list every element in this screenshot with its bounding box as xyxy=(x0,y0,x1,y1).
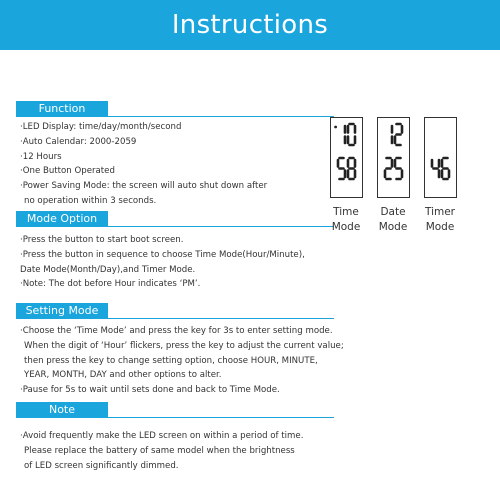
section-label-setting-mode: Setting Mode xyxy=(16,303,108,319)
setting-mode-text xyxy=(20,324,344,398)
caption-line: Mode xyxy=(378,221,408,233)
date-mode-display xyxy=(377,117,410,198)
led-digits-top xyxy=(381,122,406,147)
note-line: ·Avoid frequently make the LED screen on within a period of time. xyxy=(20,431,304,441)
section-rule-function xyxy=(16,116,334,117)
led-digits-top xyxy=(428,122,453,147)
note-line: Please replace the battery of same model when the brightness xyxy=(24,445,295,456)
time-mode-display xyxy=(330,117,363,198)
setting-mode-line: then press the key to change setting option, choose HOUR, MINUTE, xyxy=(24,355,318,366)
mode-option-line: ·Press the button to start boot screen. xyxy=(20,235,184,245)
mode-option-line: ·Press the button in sequence to choose Time Mode(Hour/Minute), xyxy=(20,249,305,260)
setting-mode-line: YEAR, MONTH, DAY and other options to alter. xyxy=(24,370,222,381)
title-banner xyxy=(0,0,500,50)
note-line: of LED screen significantly dimmed. xyxy=(24,460,179,471)
section-rule-note xyxy=(16,417,334,418)
setting-mode-line: ·Pause for 5s to wait until sets done and back to Time Mode. xyxy=(20,385,280,396)
timer-mode-caption xyxy=(416,205,464,235)
mode-option-line: ·Note: The dot before Hour indicates ‘PM’. xyxy=(20,279,201,290)
function-line: ·One Button Operated xyxy=(20,166,115,177)
function-line: ·Power Saving Mode: the screen will auto shut down after xyxy=(20,181,268,192)
section-label-mode-option: Mode Option xyxy=(16,211,108,227)
caption-line: Date xyxy=(380,206,406,218)
caption-line: Time xyxy=(333,206,359,218)
caption-line: Mode xyxy=(331,221,361,233)
caption-line: Timer xyxy=(424,206,455,218)
note-text xyxy=(20,429,303,473)
function-line: ·Auto Calendar: 2000-2059 xyxy=(20,136,137,147)
setting-mode-line: ·Choose the ‘Time Mode’ and press the key for 3s to enter setting mode. xyxy=(20,326,333,336)
led-digits-bottom xyxy=(381,156,406,181)
section-label-note: Note xyxy=(16,402,108,418)
caption-line: Mode xyxy=(425,221,455,233)
time-mode-caption xyxy=(322,205,370,235)
section-label-function: Function xyxy=(16,101,108,117)
section-rule-setting-mode xyxy=(16,318,334,319)
led-digits-bottom xyxy=(428,156,453,181)
section-rule-mode-option xyxy=(16,226,334,227)
led-digits-bottom xyxy=(334,156,359,181)
pm-dot xyxy=(334,126,337,129)
mode-option-line: Date Mode(Month/Day),and Timer Mode. xyxy=(20,264,196,275)
function-line: ·12 Hours xyxy=(20,151,62,162)
timer-mode-display xyxy=(424,117,457,198)
function-line: no operation within 3 seconds. xyxy=(24,195,157,206)
setting-mode-line: When the digit of ‘Hour’ flickers, press the key to adjust the current value; xyxy=(24,340,344,351)
led-digits-top xyxy=(334,122,359,147)
function-text xyxy=(20,120,267,209)
page-title: Instructions xyxy=(171,10,329,40)
mode-option-text xyxy=(20,233,305,292)
date-mode-caption xyxy=(369,205,417,235)
function-line: ·LED Display: time/day/month/second xyxy=(20,122,182,132)
